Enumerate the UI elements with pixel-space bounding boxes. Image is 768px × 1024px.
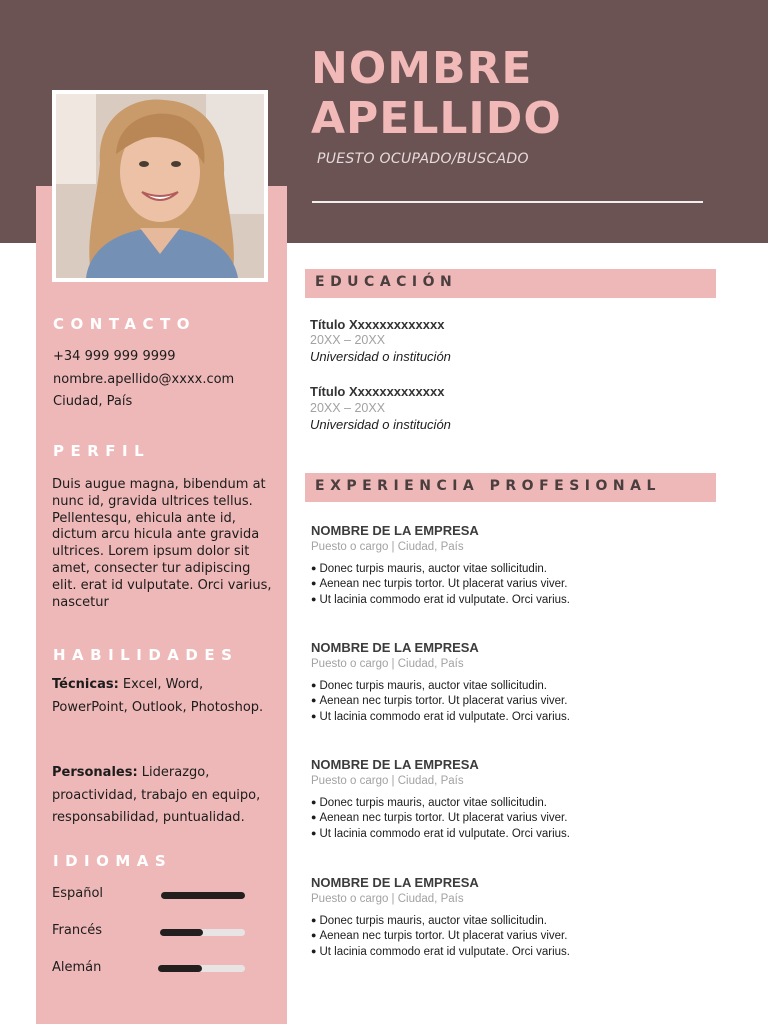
education-institution: Universidad o institución xyxy=(310,349,451,364)
job-bullet: ● Donec turpis mauris, auctor vitae sollicitudin. xyxy=(311,679,711,694)
contact-location: Ciudad, País xyxy=(53,394,133,409)
last-name: APELLIDO xyxy=(311,93,562,144)
job-bullet: ● Aenean nec turpis tortor. Ut placerat varius viver. xyxy=(311,811,711,826)
education-title: Título Xxxxxxxxxxxxx xyxy=(310,384,445,399)
skills-technical xyxy=(52,674,274,719)
skills-personal-value: Liderazgo, proactividad, trabajo en equipo, responsabilidad, puntualidad. xyxy=(52,765,261,825)
header-divider xyxy=(312,201,703,203)
portrait-illustration xyxy=(56,94,264,278)
language-level-bar xyxy=(160,929,245,936)
education-institution: Universidad o institución xyxy=(310,417,451,432)
job-company: NOMBRE DE LA EMPRESA xyxy=(311,875,479,890)
education-title: Título Xxxxxxxxxxxxx xyxy=(310,317,445,332)
job-bullet: ● Donec turpis mauris, auctor vitae sollicitudin. xyxy=(311,796,711,811)
profile-photo-image xyxy=(56,94,264,278)
job-meta: Puesto o cargo | Ciudad, País xyxy=(311,775,464,787)
candidate-name xyxy=(311,44,731,144)
languages-heading: IDIOMAS xyxy=(53,852,173,870)
job-bullets xyxy=(311,679,711,725)
language-name: Español xyxy=(52,886,104,901)
language-level-fill xyxy=(160,929,203,936)
experience-item xyxy=(311,640,711,725)
education-dates: 20XX – 20XX xyxy=(310,333,386,347)
job-bullet: ● Ut lacinia commodo erat id vulputate. Orci varius. xyxy=(311,827,711,842)
education-section-bar xyxy=(305,269,716,298)
skills-technical-value: Excel, Word, PowerPoint, Outlook, Photoshop. xyxy=(52,677,264,715)
job-meta: Puesto o cargo | Ciudad, País xyxy=(311,658,464,670)
education-dates: 20XX – 20XX xyxy=(310,401,386,415)
job-company: NOMBRE DE LA EMPRESA xyxy=(311,523,479,538)
job-bullet: ● Aenean nec turpis tortor. Ut placerat varius viver. xyxy=(311,577,711,592)
experience-item xyxy=(311,757,711,842)
experience-heading: EXPERIENCIA PROFESIONAL xyxy=(315,478,661,494)
profile-photo xyxy=(52,90,268,282)
first-name: NOMBRE xyxy=(311,43,533,94)
job-bullet: ● Donec turpis mauris, auctor vitae sollicitudin. xyxy=(311,914,711,929)
language-level-fill xyxy=(158,965,202,972)
job-bullets xyxy=(311,914,711,960)
experience-section-bar xyxy=(305,473,716,502)
job-meta: Puesto o cargo | Ciudad, País xyxy=(311,541,464,553)
contact-phone: +34 999 999 9999 xyxy=(53,349,176,364)
job-bullets xyxy=(311,796,711,842)
experience-item xyxy=(311,523,711,608)
contact-heading: CONTACTO xyxy=(53,315,196,333)
job-bullet: ● Aenean nec turpis tortor. Ut placerat varius viver. xyxy=(311,929,711,944)
job-bullets xyxy=(311,562,711,608)
profile-text: Duis augue magna, bibendum at nunc id, gravida ultrices tellus. Pellentesqu, ehicula ante id, dictum arcu hicula ante gravida ultrices. Lorem ipsum dolor sit amet, consecter tur adipiscing elit. erat id vulputate. Orci varius, nascetur xyxy=(52,477,272,610)
job-meta: Puesto o cargo | Ciudad, País xyxy=(311,893,464,905)
job-bullet: ● Ut lacinia commodo erat id vulputate. Orci varius. xyxy=(311,710,711,725)
skills-personal xyxy=(52,762,274,830)
job-bullet: ● Donec turpis mauris, auctor vitae sollicitudin. xyxy=(311,562,711,577)
education-heading: EDUCACIÓN xyxy=(315,274,458,290)
experience-item xyxy=(311,875,711,960)
job-company: NOMBRE DE LA EMPRESA xyxy=(311,757,479,772)
position-title: PUESTO OCUPADO/BUSCADO xyxy=(317,151,529,167)
job-bullet: ● Aenean nec turpis tortor. Ut placerat varius viver. xyxy=(311,694,711,709)
skills-technical-label: Técnicas: xyxy=(52,677,119,692)
language-level-fill xyxy=(161,892,245,899)
skills-personal-label: Personales: xyxy=(52,765,138,780)
language-level-bar xyxy=(161,892,245,899)
job-bullet: ● Ut lacinia commodo erat id vulputate. Orci varius. xyxy=(311,945,711,960)
job-company: NOMBRE DE LA EMPRESA xyxy=(311,640,479,655)
contact-email: nombre.apellido@xxxx.com xyxy=(53,372,235,387)
skills-heading: HABILIDADES xyxy=(53,646,239,664)
language-level-bar xyxy=(158,965,245,972)
language-name: Francés xyxy=(52,923,103,938)
job-bullet: ● Ut lacinia commodo erat id vulputate. Orci varius. xyxy=(311,593,711,608)
profile-heading: PERFIL xyxy=(53,442,151,460)
language-name: Alemán xyxy=(52,960,102,975)
